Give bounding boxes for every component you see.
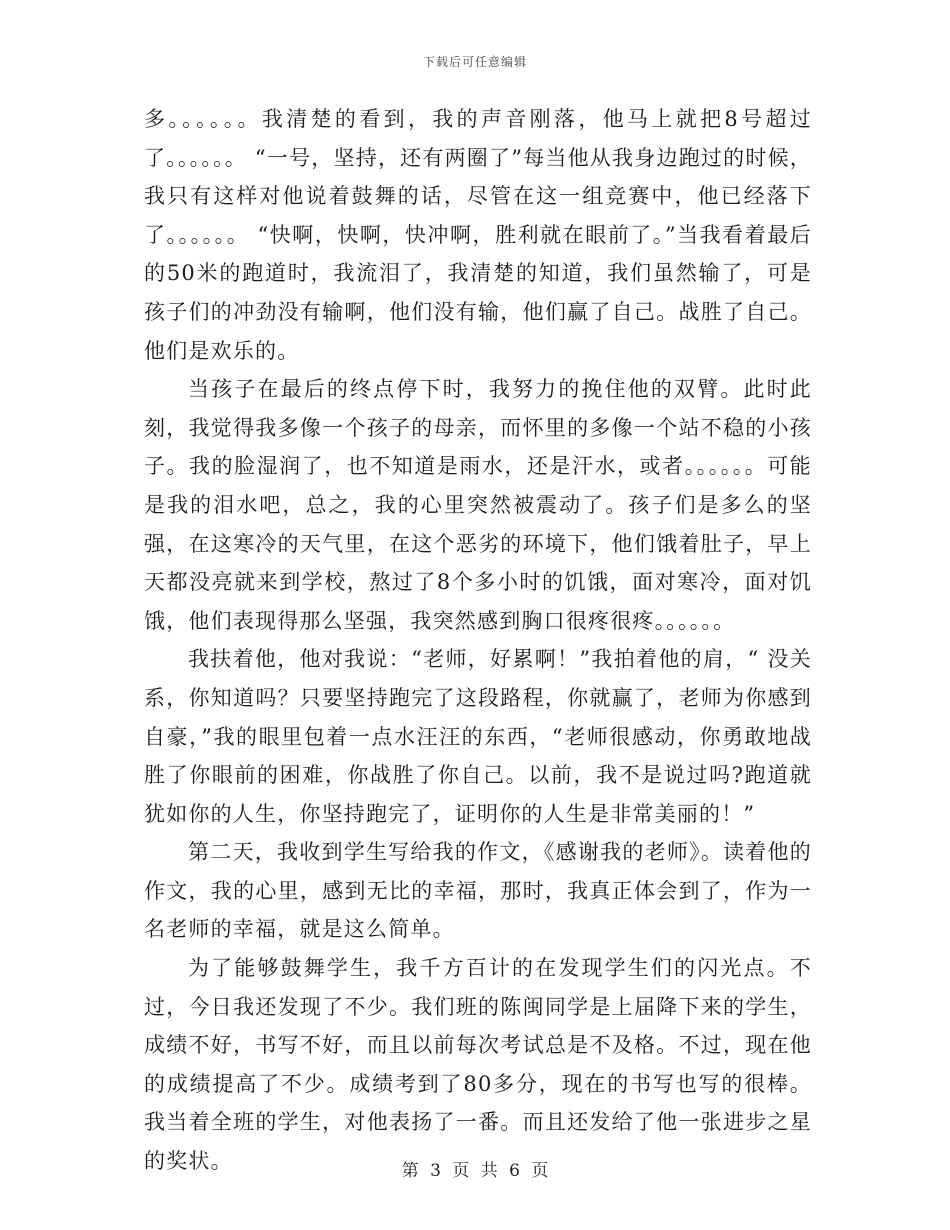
paragraph-5: 为了能够鼓舞学生，我千方百计的在发现学生们的闪光点。不过，今日我还发现了不少。我们班的陈闽同学是上届降下来的学生，成绩不好，书写不好，而且以前每次考试总是不及格。不过，现在他的成绩提高了不少。成绩考到了80多分，现在的书写也写的很棒。我当着全班的学生，对他表扬了一番。而且还发给了他一张进步之星的奖状。 [144,956,812,1174]
paragraph-3: 我扶着他，他对我说：“老师，好累啊！”我拍着他的肩，“ 没关系，你知道吗？只要坚持跑完了这段路程，你就赢了，老师为你感到自豪，”我的眼里包着一点水汪汪的东西，“老师很感动，你勇敢地战胜了你眼前的困难，你战胜了你自己。以前，我不是说过吗?跑道就犹如你的人生，你坚持跑完了，证明你的人生是非常美丽的！” [144,647,812,826]
page-number-footer: 第 3 页 共 6 页 [401,1161,549,1181]
paragraph-1: 多。。。。。。我清楚的看到，我的声音刚落，他马上就把8号超过了。。。。。。 “一号，坚持，还有两圈了”每当他从我身边跑过的时候，我只有这样对他说着鼓舞的话，尽管在这一组竞赛中，他已经落下了。。。。。。 “快啊，快啊，快冲啊，胜利就在眼前了。”当我看着最后的50米的跑道时，我流泪了，我清楚的知道，我们虽然输了，可是孩子们的冲劲没有输啊，他们没有输，他们赢了自己。战胜了自己。他们是欢乐的。 [144,107,812,363]
document-body [144,100,812,1181]
paragraph-4: 第二天，我收到学生写给我的作文，《感谢我的老师》。读着他的作文，我的心里，感到无比的幸福，那时，我真正体会到了，作为一名老师的幸福，就是这么简单。 [144,840,812,942]
page-header: 下载后可任意编辑 [422,55,527,69]
paragraph-2: 当孩子在最后的终点停下时，我努力的挽住他的双臂。此时此刻，我觉得我多像一个孩子的母亲，而怀里的多像一个站不稳的小孩子。我的脸湿润了，也不知道是雨水，还是汗水，或者。。。。。。可能是我的泪水吧，总之，我的心里突然被震动了。孩子们是多么的坚强，在这寒冷的天气里，在这个恶劣的环境下，他们饿着肚子，早上天都没亮就来到学校，熬过了8个多小时的饥饿，面对寒冷，面对饥饿，他们表现得那么坚强，我突然感到胸口很疼很疼。。。。。。 [144,377,812,633]
